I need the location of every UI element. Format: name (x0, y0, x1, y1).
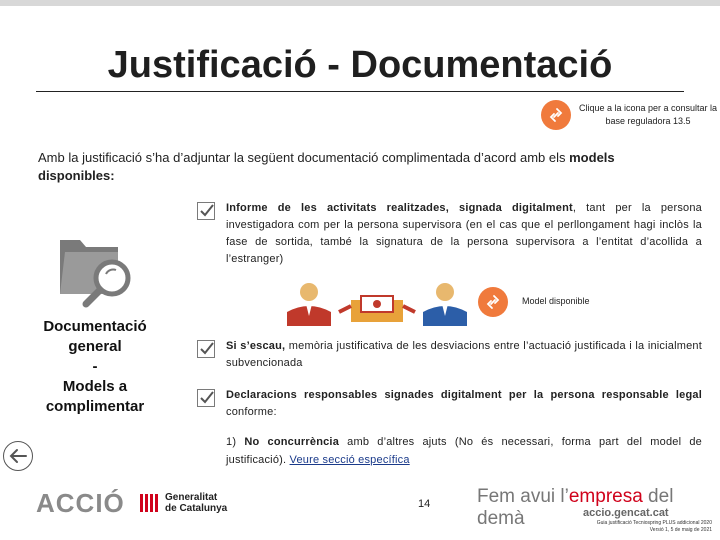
model-available-label: Model disponible (522, 296, 590, 306)
side-label-line3: Models a complimentar (45, 378, 145, 415)
item-activities-report: Informe de les activitats realitzades, signada digitalment, tant per la persona investigadora com per la persona supervisora (en el cas que el perllongament hagi inclòs la fase de sortida, també la signatura de la persona supervisora a l’entitat d’acollida a l’estranger) (226, 202, 702, 265)
back-arrow-icon (9, 448, 27, 464)
back-button[interactable] (3, 441, 33, 471)
page-title: Justificació - Documentació (107, 44, 613, 86)
link-icon (485, 294, 501, 310)
item-deviation-memo: Si s’escau, memòria justificativa de les desviacions entre l’actuació justificada i la inicialment subvencionada (226, 340, 702, 369)
accio-logo: ACCIÓ (36, 488, 125, 518)
top-bar (0, 0, 720, 6)
intro-text: Amb la justificació s’ha d’adjuntar la següent documentació complimentada d’acord amb els models disponibles: (38, 150, 615, 183)
checkbox-item-2[interactable] (197, 340, 215, 358)
page-number: 14 (418, 498, 431, 510)
folder-search-icon (56, 232, 138, 308)
consult-base-label: Clique a la icona per a consultar la base reguladora 13.5 (578, 103, 718, 126)
side-label-line1: Documentació general (43, 318, 147, 355)
checkmark-icon (199, 341, 215, 357)
item-responsible-declarations: Declaracions responsables signades digitalment per la persona responsable legal conforme: (226, 389, 702, 418)
version-footnote: Guia justificació Tecniospring PLUS addicional 2020 Versió 1, 5 de maig de 2021 (596, 520, 712, 533)
people-signing-illustration (287, 282, 467, 326)
non-concurrence-note: 1) No concurrència amb d’altres ajuts (No és necessari, forma part del model de justificació). Veure secció específica (226, 436, 703, 466)
model-available-link-button[interactable] (478, 287, 508, 317)
intro-bold: models disponibles: (38, 150, 615, 183)
see-section-link[interactable]: Veure secció específica (289, 454, 410, 466)
title-divider (36, 91, 684, 92)
generalitat-logo-icon (138, 492, 160, 514)
documentation-side-label (30, 317, 160, 417)
slogan: Fem avui l’empresa del demà (477, 486, 674, 529)
site-url: accio.gencat.cat (583, 507, 669, 519)
consult-base-link-button[interactable] (541, 100, 571, 130)
checkbox-item-3[interactable] (197, 389, 215, 407)
side-label-line2: - (92, 358, 98, 375)
checkbox-item-1[interactable] (197, 202, 215, 220)
link-icon (548, 107, 564, 123)
checkmark-icon (199, 390, 215, 406)
generalitat-name: Generalitat de Catalunya (165, 492, 228, 514)
checkmark-icon (199, 203, 215, 219)
